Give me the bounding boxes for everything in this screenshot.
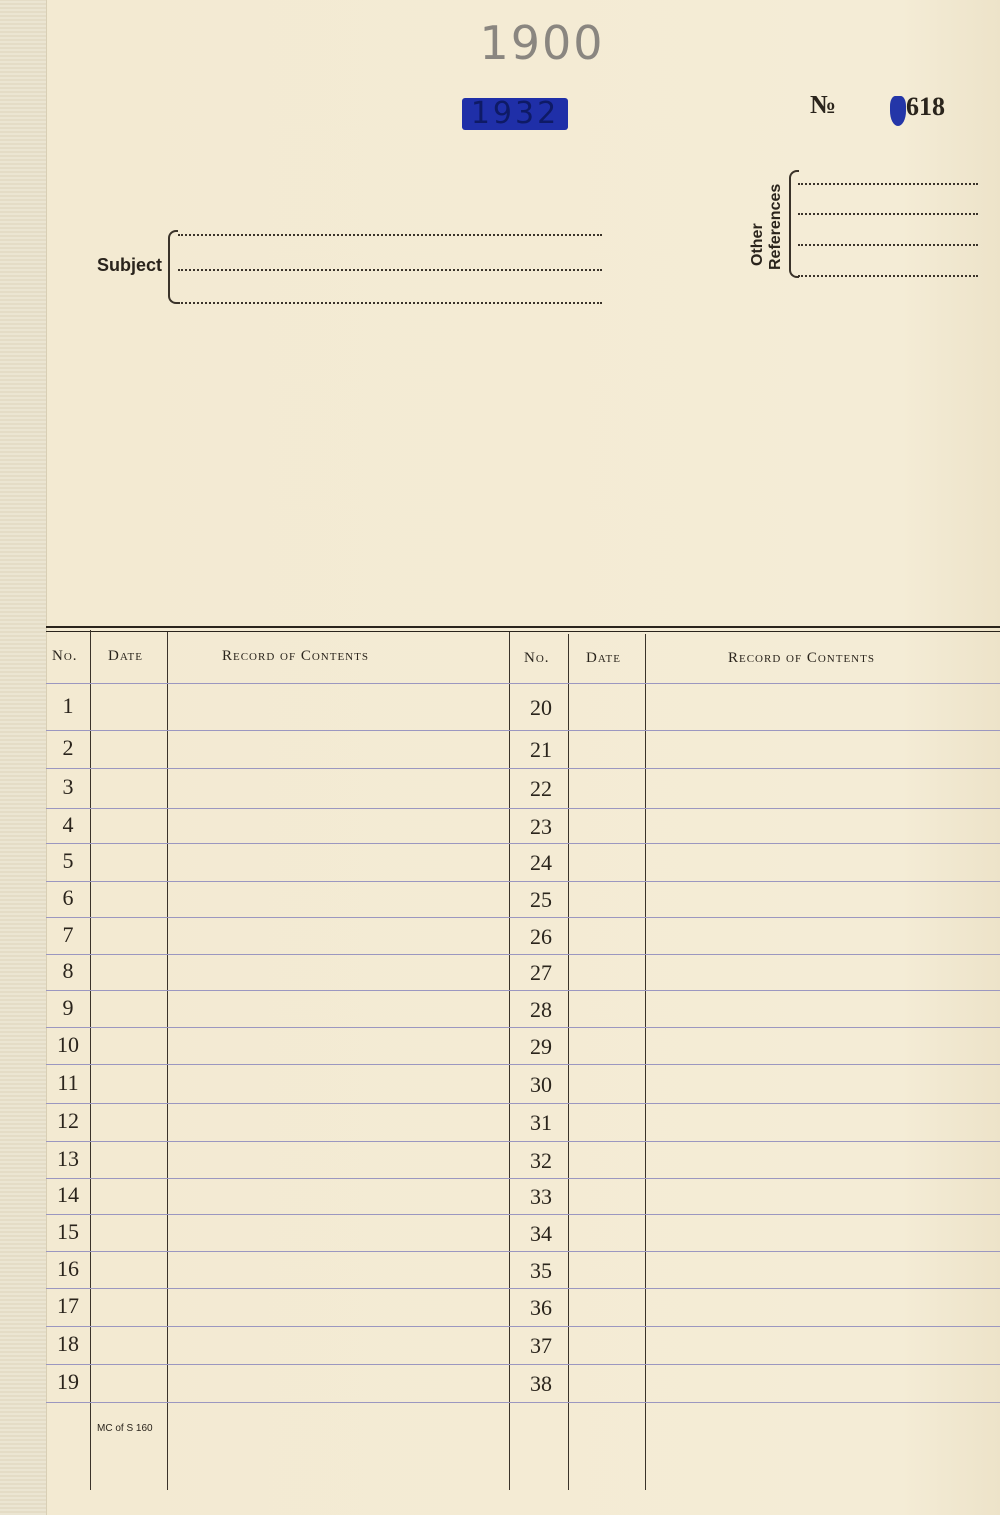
ink-blot <box>890 96 906 126</box>
subject-line-3[interactable] <box>178 302 602 304</box>
row-number-right: 36 <box>530 1295 552 1320</box>
col-divider <box>509 632 510 1490</box>
subject-line-1[interactable] <box>178 234 602 236</box>
table-top-rule <box>46 626 1000 628</box>
table-row-rule <box>46 954 1000 955</box>
table-row-rule <box>46 1288 1000 1289</box>
row-number-left: 3 <box>62 774 74 799</box>
row-number-right: 21 <box>530 737 552 762</box>
row-number-right: 33 <box>530 1184 552 1209</box>
table-row-rule <box>46 1141 1000 1142</box>
table-row-rule <box>46 1064 1000 1065</box>
row-number-right: 29 <box>530 1033 552 1059</box>
row-number-left: 11 <box>57 1069 79 1095</box>
table-row-rule <box>46 730 1000 731</box>
row-number-left: 10 <box>57 1031 79 1057</box>
table-row-rule <box>46 683 1000 684</box>
references-bracket <box>789 170 799 278</box>
subject-bracket <box>168 230 178 304</box>
table-row-rule <box>46 1214 1000 1215</box>
row-number-left: 7 <box>62 921 74 947</box>
row-number-left: 16 <box>57 1255 79 1281</box>
row-number-left: 14 <box>57 1182 79 1207</box>
row-number-right: 27 <box>530 960 552 985</box>
other-references-label <box>745 170 791 270</box>
table-row-rule <box>46 1178 1000 1179</box>
row-number-left: 9 <box>62 994 74 1020</box>
table-row-rule <box>46 1402 1000 1403</box>
row-number-right: 30 <box>530 1071 552 1097</box>
table-row-rule <box>46 917 1000 918</box>
table-row-rule <box>46 1364 1000 1365</box>
file-number: 618 <box>906 92 945 121</box>
reference-line-4[interactable] <box>798 275 978 277</box>
row-number-left: 17 <box>57 1293 79 1318</box>
row-number-left: 5 <box>62 848 74 873</box>
row-number-left: 13 <box>57 1145 79 1171</box>
table-row-rule <box>46 1326 1000 1327</box>
row-number-right: 28 <box>530 996 552 1022</box>
table-row-rule <box>46 1027 1000 1028</box>
reference-line-2[interactable] <box>798 213 978 215</box>
table-row-rule <box>46 1251 1000 1252</box>
row-number-left: 2 <box>62 735 74 760</box>
row-number-right: 22 <box>530 776 552 801</box>
row-number-left: 8 <box>62 958 74 983</box>
col-divider <box>645 634 646 1490</box>
row-number-left: 18 <box>57 1331 79 1356</box>
row-number-right: 23 <box>530 813 552 839</box>
other-references-line2: References <box>767 183 784 270</box>
form-code: MC of S 160 <box>97 1423 153 1434</box>
row-number-right: 24 <box>530 850 552 875</box>
row-number-left: 4 <box>62 811 74 837</box>
binding-spine <box>0 0 47 1515</box>
row-number-right: 32 <box>530 1147 552 1173</box>
subject-label: Subject <box>97 255 163 275</box>
reference-line-3[interactable] <box>798 244 978 246</box>
row-number-left: 15 <box>57 1218 79 1244</box>
reference-line-1[interactable] <box>798 183 978 185</box>
row-number-right: 34 <box>530 1220 552 1246</box>
row-number-right: 37 <box>530 1333 552 1358</box>
left-header-date: Date <box>108 648 143 664</box>
right-header-no: No. <box>524 650 550 666</box>
row-number-right: 26 <box>530 923 552 949</box>
col-divider <box>568 634 569 1490</box>
left-header-no: No. <box>52 648 78 664</box>
file-number-label: № <box>810 90 837 119</box>
left-header-record: Record of Contents <box>222 648 369 664</box>
stamp-year: 1900 <box>479 16 605 70</box>
subject-line-2[interactable] <box>178 269 602 271</box>
right-header-record: Record of Contents <box>728 650 875 666</box>
table-row-rule <box>46 881 1000 882</box>
row-number-left: 6 <box>62 885 74 910</box>
row-number-left: 12 <box>57 1108 79 1133</box>
row-number-right: 20 <box>530 694 552 720</box>
other-references-line1: Other <box>749 223 766 266</box>
table-row-rule <box>46 1103 1000 1104</box>
row-number-right: 31 <box>530 1110 552 1135</box>
col-divider <box>90 630 91 1490</box>
table-row-rule <box>46 768 1000 769</box>
row-number-right: 25 <box>530 887 552 912</box>
table-row-rule <box>46 808 1000 809</box>
right-header-date: Date <box>586 650 621 666</box>
table-row-rule <box>46 843 1000 844</box>
table-top-rule-inner <box>46 631 1000 632</box>
row-number-left: 19 <box>57 1369 79 1394</box>
stamp-year-overprint: 1932 <box>462 98 568 130</box>
row-number-left: 1 <box>62 692 74 718</box>
row-number-right: 38 <box>530 1371 552 1396</box>
col-divider <box>167 632 168 1490</box>
row-number-right: 35 <box>530 1257 552 1283</box>
table-row-rule <box>46 990 1000 991</box>
